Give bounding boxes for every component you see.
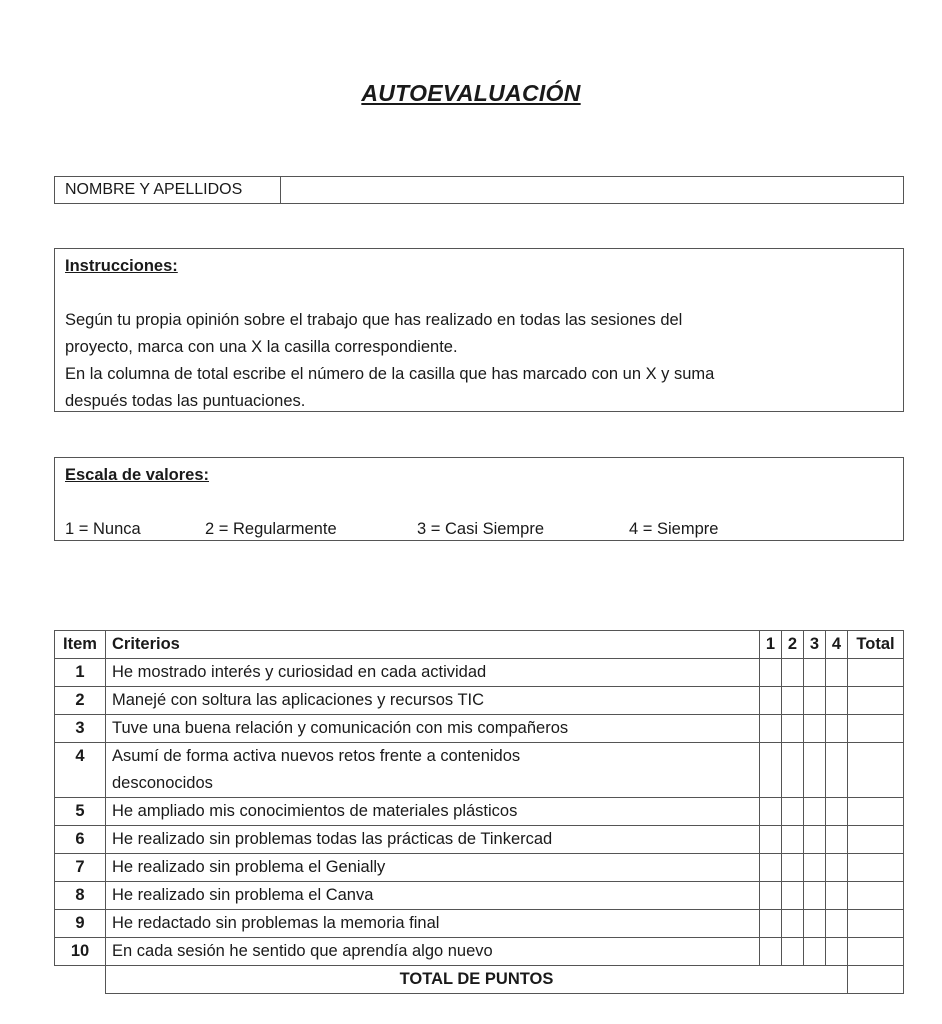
header-score-4: 4 — [826, 631, 848, 659]
score-cell[interactable] — [782, 743, 804, 798]
score-cell[interactable] — [782, 826, 804, 854]
total-cell[interactable] — [848, 938, 904, 966]
total-cell[interactable] — [848, 659, 904, 687]
score-cell[interactable] — [782, 798, 804, 826]
score-cell[interactable] — [826, 798, 848, 826]
score-cell[interactable] — [782, 882, 804, 910]
scale-box — [54, 457, 904, 541]
instructions-box — [54, 248, 904, 412]
item-number: 1 — [55, 659, 106, 687]
total-cell[interactable] — [848, 687, 904, 715]
criteria-text: He mostrado interés y curiosidad en cada actividad — [106, 659, 760, 687]
criteria-text: Tuve una buena relación y comunicación con mis compañeros — [106, 715, 760, 743]
name-row — [54, 176, 904, 204]
scale-item: 1 = Nunca — [65, 520, 141, 538]
score-cell[interactable] — [826, 910, 848, 938]
score-cell[interactable] — [804, 910, 826, 938]
score-cell[interactable] — [804, 659, 826, 687]
score-cell[interactable] — [804, 854, 826, 882]
item-number: 3 — [55, 715, 106, 743]
instructions-line: Según tu propia opinión sobre el trabajo que has realizado en todas las sesiones del — [65, 311, 683, 329]
criteria-text: He redactado sin problemas la memoria final — [106, 910, 760, 938]
score-cell[interactable] — [760, 854, 782, 882]
criteria-text: He realizado sin problemas todas las prácticas de Tinkercad — [106, 826, 760, 854]
criteria-line: Asumí de forma activa nuevos retos frente a contenidos — [112, 747, 521, 765]
score-cell[interactable] — [760, 659, 782, 687]
criteria-table — [54, 630, 904, 994]
instructions-heading: Instrucciones: — [65, 257, 178, 275]
score-cell[interactable] — [826, 715, 848, 743]
table-row — [55, 798, 904, 826]
score-cell[interactable] — [782, 854, 804, 882]
score-cell[interactable] — [804, 715, 826, 743]
score-cell[interactable] — [760, 882, 782, 910]
criteria-text: Manejé con soltura las aplicaciones y recursos TIC — [106, 687, 760, 715]
table-row — [55, 938, 904, 966]
total-cell[interactable] — [848, 826, 904, 854]
scale-item: 4 = Siempre — [629, 520, 719, 538]
score-cell[interactable] — [804, 798, 826, 826]
score-cell[interactable] — [826, 938, 848, 966]
score-cell[interactable] — [760, 743, 782, 798]
score-cell[interactable] — [826, 687, 848, 715]
scale-item: 3 = Casi Siempre — [417, 520, 545, 538]
header-item: Item — [55, 631, 106, 659]
table-header-row — [55, 631, 904, 659]
scale-heading: Escala de valores: — [65, 466, 210, 484]
criteria-text: En cada sesión he sentido que aprendía algo nuevo — [106, 938, 760, 966]
table-row — [55, 826, 904, 854]
header-score-1: 1 — [760, 631, 782, 659]
total-cell[interactable] — [848, 910, 904, 938]
score-cell[interactable] — [760, 687, 782, 715]
instructions-line: proyecto, marca con una X la casilla correspondiente. — [65, 338, 458, 356]
header-total: Total — [848, 631, 904, 659]
score-cell[interactable] — [826, 743, 848, 798]
total-points-cell[interactable] — [848, 966, 904, 994]
table-row — [55, 743, 904, 798]
instructions-line: En la columna de total escribe el número de la casilla que has marcado con un X y suma — [65, 365, 715, 383]
item-number: 5 — [55, 798, 106, 826]
score-cell[interactable] — [804, 938, 826, 966]
table-row — [55, 854, 904, 882]
criteria-text: He realizado sin problema el Canva — [106, 882, 760, 910]
score-cell[interactable] — [782, 715, 804, 743]
score-cell[interactable] — [760, 798, 782, 826]
item-number: 7 — [55, 854, 106, 882]
criteria-text: He ampliado mis conocimientos de materiales plásticos — [106, 798, 760, 826]
score-cell[interactable] — [826, 659, 848, 687]
total-cell[interactable] — [848, 854, 904, 882]
score-cell[interactable] — [782, 687, 804, 715]
score-cell[interactable] — [782, 659, 804, 687]
blank-cell — [55, 966, 106, 994]
score-cell[interactable] — [760, 826, 782, 854]
score-cell[interactable] — [804, 882, 826, 910]
score-cell[interactable] — [804, 743, 826, 798]
item-number: 6 — [55, 826, 106, 854]
table-row — [55, 659, 904, 687]
total-cell[interactable] — [848, 798, 904, 826]
criteria-line: desconocidos — [112, 774, 213, 792]
score-cell[interactable] — [782, 938, 804, 966]
item-number: 2 — [55, 687, 106, 715]
score-cell[interactable] — [826, 882, 848, 910]
header-score-3: 3 — [804, 631, 826, 659]
total-cell[interactable] — [848, 715, 904, 743]
item-number: 8 — [55, 882, 106, 910]
score-cell[interactable] — [826, 854, 848, 882]
total-points-label: TOTAL DE PUNTOS — [106, 966, 848, 994]
name-field[interactable] — [281, 177, 903, 203]
item-number: 4 — [55, 743, 106, 798]
score-cell[interactable] — [760, 715, 782, 743]
name-label: NOMBRE Y APELLIDOS — [55, 177, 281, 203]
score-cell[interactable] — [826, 826, 848, 854]
header-score-2: 2 — [782, 631, 804, 659]
total-cell[interactable] — [848, 882, 904, 910]
score-cell[interactable] — [782, 910, 804, 938]
item-number: 9 — [55, 910, 106, 938]
item-number: 10 — [55, 938, 106, 966]
score-cell[interactable] — [760, 910, 782, 938]
page-title: AUTOEVALUACIÓN — [361, 80, 581, 106]
table-row — [55, 910, 904, 938]
score-cell[interactable] — [804, 826, 826, 854]
table-row — [55, 715, 904, 743]
header-criteria: Criterios — [106, 631, 760, 659]
table-row — [55, 687, 904, 715]
scale-item: 2 = Regularmente — [205, 520, 337, 538]
score-cell[interactable] — [804, 687, 826, 715]
instructions-line: después todas las puntuaciones. — [65, 392, 306, 410]
table-row — [55, 882, 904, 910]
total-cell[interactable] — [848, 743, 904, 798]
criteria-text: He realizado sin problema el Genially — [106, 854, 760, 882]
score-cell[interactable] — [760, 938, 782, 966]
criteria-text — [106, 743, 760, 798]
total-row — [55, 966, 904, 994]
scale-items — [65, 516, 893, 543]
